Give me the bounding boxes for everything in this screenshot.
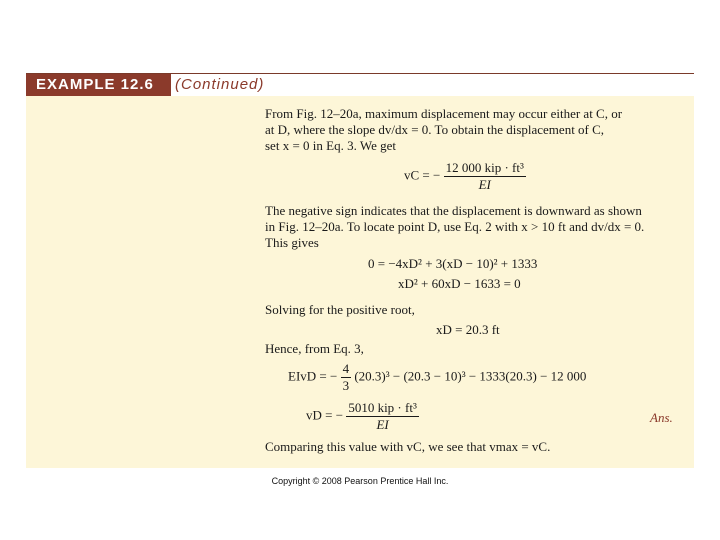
equation-vc: [404, 160, 526, 193]
example-header: [26, 74, 694, 96]
equation-1: 0 = −4xD² + 3(xD − 10)² + 1333: [368, 256, 538, 271]
vd-lhs: vD = −: [306, 407, 344, 423]
para2-line3: This gives: [265, 235, 319, 250]
vc-numerator: 12 000 kip · ft³: [445, 160, 524, 175]
eivd-numerator: 4: [342, 361, 350, 376]
vd-denominator: EI: [376, 417, 389, 432]
eivd-rhs: (20.3)³ − (20.3 − 10)³ − 1333(20.3) − 12 000: [354, 368, 587, 384]
equation-2: xD² + 60xD − 1633 = 0: [398, 276, 521, 291]
para1-line3: set x = 0 in Eq. 3. We get: [265, 138, 396, 153]
para1-line1: From Fig. 12–20a, maximum displacement may occur either at C, or: [265, 106, 623, 121]
eivd-denominator: 3: [342, 378, 350, 393]
answer-marker: Ans.: [650, 410, 673, 425]
equation-xd: xD = 20.3 ft: [436, 322, 500, 337]
para5: Comparing this value with vC, we see that vmax = vC.: [265, 439, 551, 454]
example-tag: EXAMPLE 12.6: [26, 74, 171, 96]
equation-vd: [306, 400, 419, 433]
vd-numerator: 5010 kip · ft³: [348, 400, 417, 415]
eivd-fraction: [341, 361, 352, 394]
eivd-lhs: EIvD = −: [288, 368, 338, 384]
example-panel: [26, 96, 694, 468]
vd-fraction: [346, 400, 419, 433]
para3: Solving for the positive root,: [265, 302, 415, 317]
vc-fraction: [444, 160, 526, 193]
vc-lhs: vC = −: [404, 167, 441, 183]
continued-label: (Continued): [175, 76, 265, 93]
para2-line2: in Fig. 12–20a. To locate point D, use Eq. 2 with x > 10 ft and dv/dx = 0.: [265, 219, 645, 234]
para2-line1: The negative sign indicates that the displacement is downward as shown: [265, 203, 642, 218]
para4: Hence, from Eq. 3,: [265, 341, 364, 356]
para1-line2: at D, where the slope dv/dx = 0. To obtain the displacement of C,: [265, 122, 605, 137]
equation-eivd: [288, 361, 586, 394]
vc-denominator: EI: [478, 177, 491, 192]
copyright-notice: Copyright © 2008 Pearson Prentice Hall Inc.: [271, 476, 449, 486]
